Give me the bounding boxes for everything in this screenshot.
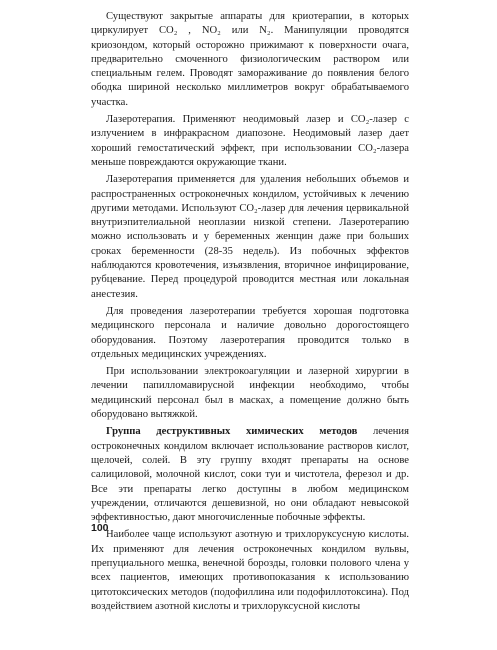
- paragraph-acids: [91, 528, 409, 614]
- paragraph-text: Существуют закрытые аппараты для криотерапии, в которых циркулирует CO₂ , NO₂ или N₂. Манипуляции проводятся криозондом, который осторожно прижимают к поверхности очага, предварительно смоченного физиологическим раствором или специальным гелем. Проводят замораживание до появления белого ободка шириной несколько миллиметров вокруг обрабатываемого участка.: [91, 11, 409, 108]
- page-number: 100: [91, 522, 109, 534]
- paragraph-safety: [91, 365, 409, 422]
- page-body: [91, 10, 409, 614]
- paragraph-text: Лазеротерапия. Применяют неодимовый лазер и CO₂-лазер с излучением в инфракрасном диапозоне. Неодимовый лазер дает хороший гемостатический эффект, при использовании CO₂-лазера меньше повреждаются окружающие ткани.: [91, 114, 409, 168]
- paragraph-text: Наиболее чаще используют азотную и трихлоруксусную кислоты. Их применяют для лечения остроконечных кондилом вульвы, препуциального мешка, венечной борозды, головки полового члена у всех пациентов, имеющих противопоказания к использованию цитотоксических методов (подофиллина или подофиллотоксина). Под воздействием азотной кислоты и трихлоруксусной кислоты: [91, 529, 409, 612]
- paragraph-text: лечения остроконечных кондилом включает использование растворов кислот, щелочей, солей. В эту группу входят препараты на основе салициловой, молочной кислот, соки туи и чистотела, ферезол и др. Все эти препараты легко доступны в любом медицинском учреждении, отличаются дешевизной, но они обладают невысокой эффективностью, дают многочисленные побочные эффекты.: [91, 426, 409, 524]
- paragraph-text: При использовании электрокоагуляции и лазерной хирургии в лечении папилломавирусной инфекции необходимо, чтобы медицинский персонал был в масках, а помещение должно быть оборудовано вытяжкой.: [91, 366, 409, 421]
- paragraph-cryo-devices: [91, 10, 409, 110]
- paragraph-text: Для проведения лазеротерапии требуется хорошая подготовка медицинского персонала и наличие довольно дорогостоящего оборудования. Поэтому лазеротерапия проводится только в отдельных медицинских учреждениях.: [91, 305, 409, 360]
- paragraph-chemical-methods: [91, 425, 409, 525]
- paragraph-laser-indications: [91, 173, 409, 302]
- paragraph-text: Лазеротерапия применяется для удаления небольших объемов и распространенных остроконечных кондилом, устойчивых к лечению другими методами. Используют CO₂-лазер для лечения цервикальной внутриэпителиальной неоплазии низкой степени. Лазеротерапию можно использовать и у беременных женщин даже при больших сроках беременности (28-35 недель). Из побочных эффектов наблюдаются кровотечения, изъязвления, вторичное инфицирование, рубцевание. Перед процедурой проводится местная или локальная анестезия.: [91, 174, 409, 300]
- paragraph-lead-bold: Группа деструктивных химических методов: [106, 426, 358, 438]
- paragraph-laser-therapy: [91, 113, 409, 170]
- paragraph-laser-requirements: [91, 305, 409, 362]
